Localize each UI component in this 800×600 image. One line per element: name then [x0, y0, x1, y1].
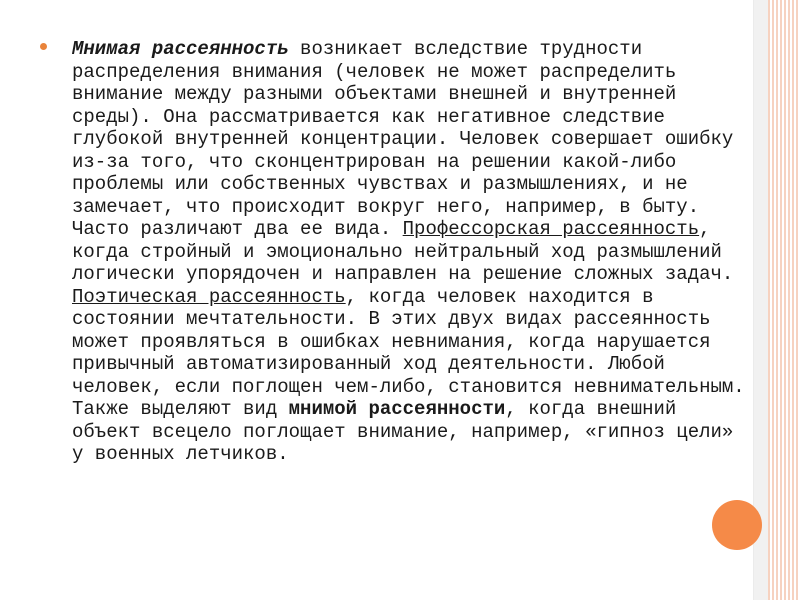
text-part: , когда человек находится в состоянии мечтательности. В этих двух видах рассеянность может проявляться в ошибках невнимания, когда нарушается привычный автоматизированный ход деятельности. Любой человек, если поглощен чем-либо, становится невнимательным. Также выделяют вид	[72, 285, 745, 420]
decorative-stripes	[768, 0, 800, 600]
term-italic-bold: Мнимая рассеянность	[72, 38, 289, 60]
decorative-circle	[712, 500, 762, 550]
paragraph	[46, 38, 746, 466]
text-part: , когда стройный и эмоционально нейтральный ход размышлений логически упорядочен и направлен на решение сложных задач.	[72, 218, 734, 285]
underlined-term: Поэтическая рассеянность	[72, 285, 346, 308]
bold-term: мнимой рассеянности	[288, 398, 506, 420]
underlined-term: Профессорская рассеянность	[402, 218, 700, 240]
text-part: , когда внешний объект всецело поглощает внимание, например, «гипноз цели» у военных летчиков.	[72, 398, 734, 465]
bullet-icon	[40, 43, 47, 50]
text-part: возникает вследствие трудности распределения внимания (человек не может распределить внимание между разными объектами внешней и внутренней среды). Она рассматривается как негативное следствие глубокой внутренней концентрации. Человек совершает ошибку из-за того, что сконцентрирован на решении какой-либо проблемы или собственных чувствах и размышлениях, и не замечает, что происходит вокруг него, например, в быту. Часто различают два ее вида.	[72, 38, 734, 240]
slide-text	[46, 38, 746, 466]
